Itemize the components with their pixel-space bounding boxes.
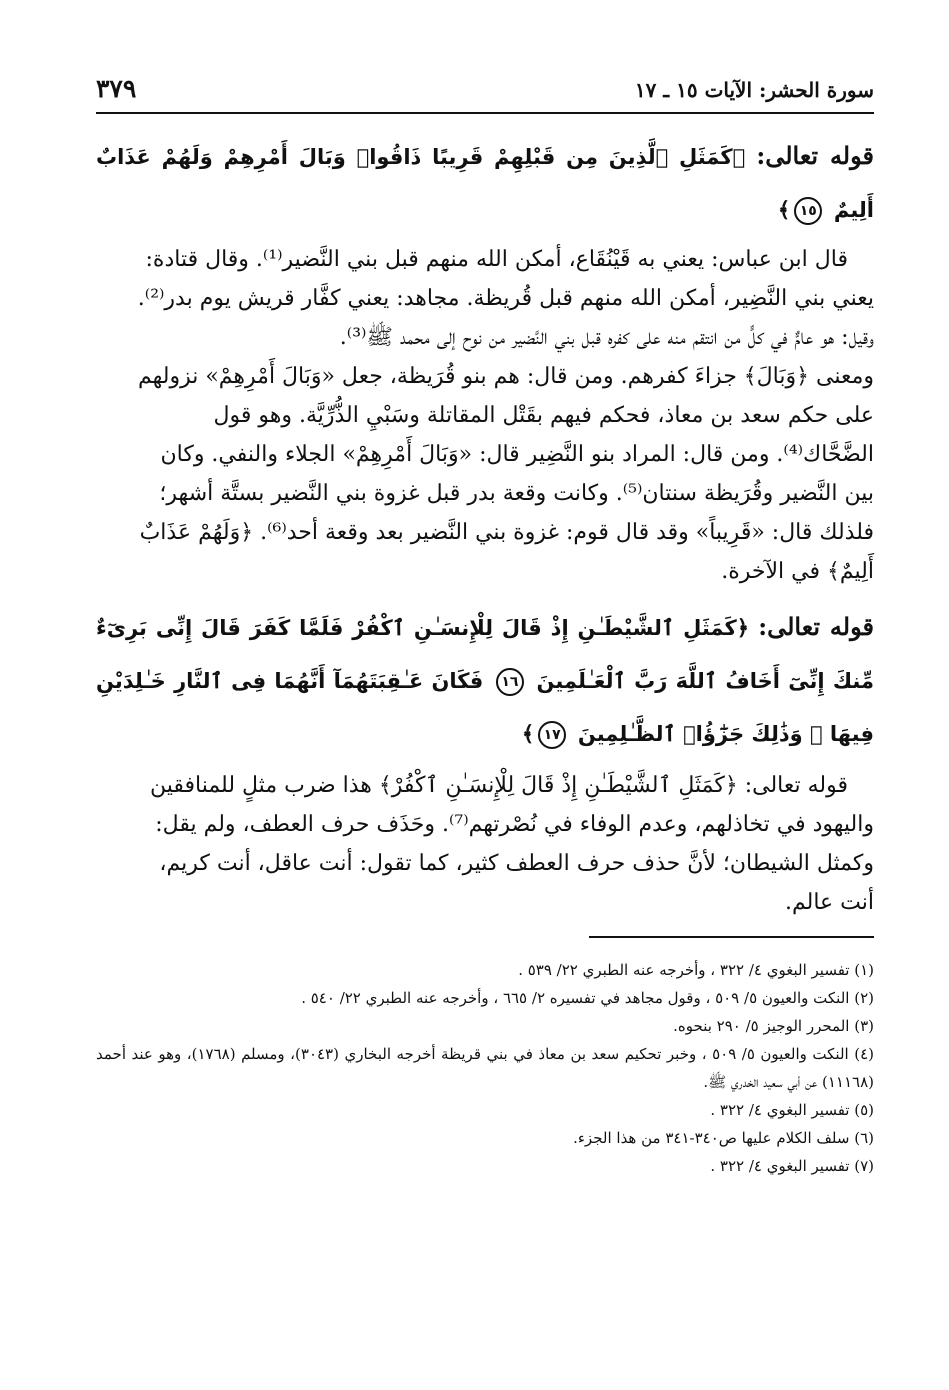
commentary-line: بين النَّضير وقُرَيظة سنتان⁽⁵⁾. وكانت وقعة بدر قبل غزوة بني النَّضير بستَّة أشهر؛ bbox=[159, 481, 874, 506]
verse-intro: قوله تعالى: bbox=[756, 141, 874, 170]
footnote-item: (١) تفسير البغوي ٤/ ٣٢٢ ، وأخرجه عنه الطبري ٢٢/ ٥٣٩ . bbox=[518, 961, 874, 979]
footnote-item: (٧) تفسير البغوي ٤/ ٣٢٢ . bbox=[710, 1157, 874, 1175]
footnote-item: (٢) النكت والعيون ٥/ ٥٠٩ ، وقول مجاهد في تفسيره ٢/ ٦٦٥ ، وأخرجه عنه الطبري ٢٢/ ٥٤٠ . bbox=[301, 989, 874, 1007]
quran-close-bracket: ﴾ bbox=[777, 198, 791, 222]
commentary-line: قال ابن عباس: يعني به قَيْنُقَاع، أمكن الله منهم قبل بني النَّضير⁽¹⁾. وقال قتادة: bbox=[145, 247, 848, 272]
commentary-line: الضَّحَّاك⁽⁴⁾. ومن قال: المراد بنو النَّضِير قال: «وَبَالَ أَمْرِهِمْ» الجلاء والنفي. وكان bbox=[160, 442, 874, 467]
commentary-line: أنت عالم. bbox=[785, 890, 874, 915]
commentary-line: أَلِيمٌ﴾ في الآخرة. bbox=[721, 559, 874, 584]
running-header bbox=[96, 72, 874, 114]
commentary-line: واليهود في تخاذلهم، وعدم الوفاء في نُصْرتهم⁽⁷⁾. وحَذَف حرف العطف، ولم يقل: bbox=[155, 812, 874, 837]
book-page bbox=[96, 72, 874, 1350]
footnote-item: (٤) النكت والعيون ٥/ ٥٠٩ ، وخبر تحكيم سعد بن معاذ في بني قريظة أخرجه البخاري (٣٠٤٣)، ومسلم (١٧٦٨)، وهو عند أحمد (١١١٦٨) عن أبي سعيد الخدري ﷺ. bbox=[96, 1045, 874, 1091]
commentary-line: وكمثل الشيطان؛ لأنَّ حذف حرف العطف كثير، كما تقول: أنت عاقل، أنت كريم، bbox=[159, 851, 874, 876]
footnotes bbox=[96, 956, 874, 1180]
commentary-line: على حكم سعد بن معاذ، فحكم فيهم بقَتْل المقاتلة وسَبْيِ الذُّرِّيَّة. وهو قول bbox=[213, 403, 874, 428]
commentary-line: ومعنى ﴿وَبَالَ﴾ جزاءَ كفرهم. ومن قال: هم بنو قُرَيظة، جعل «وَبَالَ أَمْرِهِمْ» نزولهم bbox=[137, 364, 874, 389]
commentary-second bbox=[96, 766, 874, 922]
commentary-line: وقيل: هو عامٌّ في كلٍّ من انتقم منه على كفره قبل بني النَّضير من نوح إلى محمد ﷺ⁽³⁾. bbox=[339, 325, 874, 350]
quran-open-bracket: ﴿ bbox=[736, 616, 750, 640]
commentary-first bbox=[96, 240, 874, 591]
quran-verse-text: كَمَثَلِ ٱلشَّيْطَـٰنِ إِذْ قَالَ لِلْإِنسَـٰنِ ٱكْفُرْ فَلَمَّا كَفَرَ قَالَ إِنِّى بَرِىٓءٌ مِّنكَ إِنِّىٓ أَخَافُ ٱللَّهَ رَبَّ ٱلْعَـٰلَمِينَ bbox=[96, 616, 874, 693]
page-number: ٣٧٩ bbox=[96, 74, 137, 103]
commentary-line: قوله تعالى: ﴿كَمَثَلِ ٱلشَّيْطَـٰنِ إِذْ قَالَ لِلْإِنسَـٰنِ ٱكْفُرْ﴾ هذا ضرب مثلٍ للمنافقين bbox=[149, 773, 848, 798]
verse-number-17: ١٧ bbox=[538, 721, 566, 749]
footnote-divider bbox=[589, 936, 874, 938]
verse-intro: قوله تعالى: bbox=[758, 612, 874, 641]
verse-number-15: ١٥ bbox=[794, 197, 822, 225]
verse-number-16: ١٦ bbox=[496, 668, 524, 696]
quran-verse-text: فَكَانَ عَـٰقِبَتَهُمَآ أَنَّهُمَا فِى ٱلنَّارِ خَـٰلِدَيْنِ فِيهَا ۚ وَذَٰلِكَ جَزَٰٓؤُا۟ ٱلظَّـٰلِمِينَ bbox=[96, 669, 874, 746]
footnote-item: (٣) المحرر الوجيز ٥/ ٢٩٠ بنحوه. bbox=[673, 1017, 874, 1035]
footnote-item: (٥) تفسير البغوي ٤/ ٣٢٢ . bbox=[710, 1101, 874, 1119]
verse-15-block bbox=[96, 130, 874, 236]
page-content bbox=[96, 130, 874, 1180]
commentary-line: يعني بني النَّضِير، أمكن الله منهم قبل قُريظة. مجاهد: يعني كفَّار قريش يوم بدر⁽²⁾. bbox=[137, 286, 874, 311]
surah-heading: سورة الحشر: الآيات ١٥ ـ ١٧ bbox=[634, 78, 874, 102]
commentary-line: فلذلك قال: «قَرِيباً» وقد قال قوم: غزوة بني النَّضير بعد وقعة أحد⁽⁶⁾. ﴿وَلَهُمْ عَذَابٌ bbox=[139, 520, 874, 545]
quran-open-bracket: ﴿ bbox=[732, 145, 746, 169]
verse-16-17-block bbox=[96, 601, 874, 760]
footnote-item: (٦) سلف الكلام عليها ص٣٤٠-٣٤١ من هذا الجزء. bbox=[573, 1129, 874, 1147]
quran-close-bracket: ﴾ bbox=[521, 722, 535, 746]
quran-verse-text: كَمَثَلِ ٱلَّذِينَ مِن قَبْلِهِمْ قَرِيبًا ذَاقُوا۟ وَبَالَ أَمْرِهِمْ وَلَهُمْ عَذَابٌ أَلِيمٌ bbox=[96, 145, 874, 222]
